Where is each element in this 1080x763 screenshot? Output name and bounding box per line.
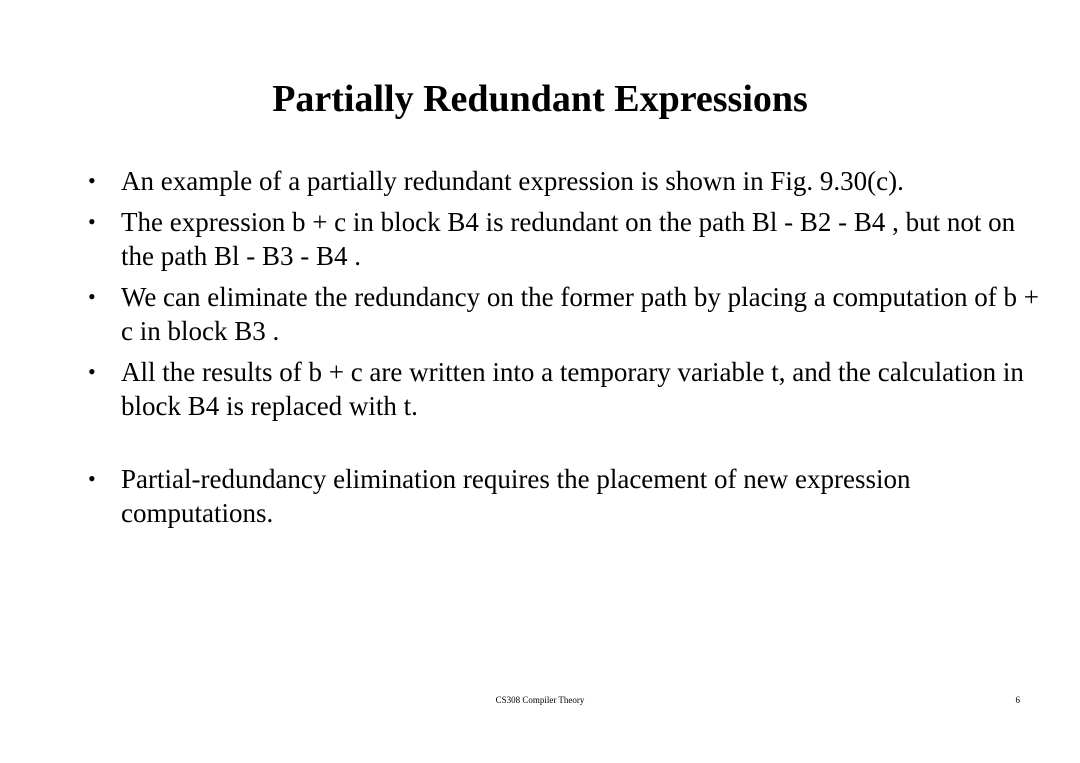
slide-footer: CS308 Compiler Theory: [495, 695, 585, 705]
bullet-item: [88, 280, 1048, 348]
bullet-text: All the results of b + c are written into a temporary variable t, and the calculation in block B4 is replaced with t.: [121, 357, 1024, 421]
bullet-item: [88, 462, 1048, 530]
slide-title: Partially Redundant Expressions: [272, 78, 808, 120]
bullet-text: We can eliminate the redundancy on the former path by placing a computation of b + c in block B3 .: [121, 282, 1039, 346]
bullet-icon: •: [88, 209, 96, 234]
bullet-item: [88, 164, 1048, 198]
bullet-item: [88, 205, 1048, 273]
bullet-text: The expression b + c in block B4 is redundant on the path Bl - B2 - B4 , but not on the path Bl - B3 - B4 .: [121, 207, 1016, 271]
bullet-text: Partial-redundancy elimination requires the placement of new expression computations.: [121, 464, 911, 528]
bullet-text: An example of a partially redundant expression is shown in Fig. 9.30(c).: [121, 166, 904, 196]
bullet-icon: •: [88, 359, 96, 384]
bullet-icon: •: [88, 284, 96, 309]
bullet-item: [88, 355, 1048, 423]
bullet-list: [88, 164, 1048, 537]
bullet-icon: •: [88, 168, 96, 193]
bullet-icon: •: [88, 466, 96, 491]
page-number: 6: [1015, 695, 1020, 705]
